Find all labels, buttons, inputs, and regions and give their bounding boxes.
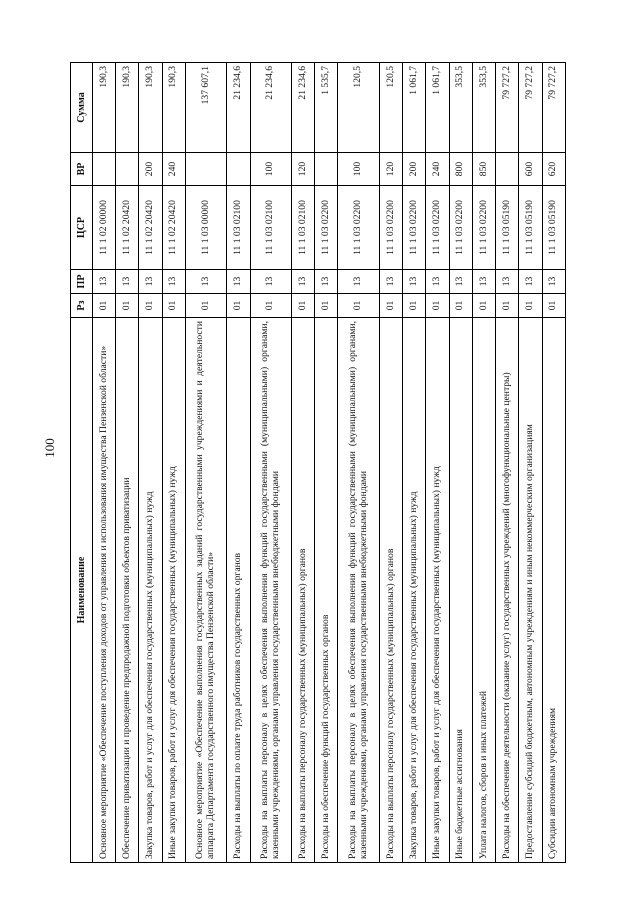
cell-vr: 200 (139, 153, 162, 186)
table-row (116, 63, 139, 863)
cell-sum: 79 727,2 (542, 63, 566, 153)
table-row (496, 63, 519, 863)
cell-name: Основное мероприятие «Обеспечение выполнения государственных заданий государственными учреждениями и деятельности аппарата Департамента государственного имущества Пензенской области» (185, 318, 226, 863)
cell-name: Расходы на выплаты персоналу государственных (муниципальных) органов (291, 318, 314, 863)
table-row (472, 63, 495, 863)
cell-csr: 11 1 03 02200 (315, 186, 338, 270)
cell-sum: 120,5 (338, 63, 379, 153)
cell-rz: 01 (291, 294, 314, 318)
table-row (139, 63, 162, 863)
cell-rz: 01 (426, 294, 449, 318)
table-row (542, 63, 566, 863)
cell-csr: 11 1 03 02200 (449, 186, 472, 270)
cell-vr: 200 (403, 153, 426, 186)
header-name: Наименование (71, 318, 93, 863)
cell-csr: 11 1 03 05190 (542, 186, 566, 270)
cell-pr: 13 (315, 270, 338, 294)
cell-name: Обеспечение приватизации и проведение предпродажной подготовки объектов приватизации (116, 318, 139, 863)
cell-pr: 13 (291, 270, 314, 294)
cell-pr: 13 (338, 270, 379, 294)
cell-rz: 01 (472, 294, 495, 318)
cell-csr: 11 1 03 05190 (496, 186, 519, 270)
cell-name: Расходы на выплаты персоналу в целях обеспечения выполнения функций государственными (муниципальными) органами, казенными учреждениями, органами управления государственными внебюджетными фондами (250, 318, 291, 863)
cell-rz: 01 (379, 294, 402, 318)
cell-vr: 100 (250, 153, 291, 186)
cell-csr: 11 1 03 02200 (338, 186, 379, 270)
cell-vr (315, 153, 338, 186)
cell-sum: 21 234,6 (227, 63, 250, 153)
rotated-table-container (70, 63, 566, 863)
cell-name: Закупка товаров, работ и услуг для обеспечения государственных (муниципальных) нужд (403, 318, 426, 863)
cell-vr: 240 (426, 153, 449, 186)
table-row (162, 63, 185, 863)
cell-vr: 120 (379, 153, 402, 186)
cell-csr: 11 1 03 02200 (403, 186, 426, 270)
table-row (315, 63, 338, 863)
cell-rz: 01 (315, 294, 338, 318)
cell-vr: 600 (519, 153, 542, 186)
cell-name: Иные закупки товаров, работ и услуг для обеспечения государственных (муниципальных) нужд (426, 318, 449, 863)
cell-vr: 120 (291, 153, 314, 186)
cell-vr (496, 153, 519, 186)
cell-name: Расходы на обеспечение деятельности (оказание услуг) государственных учреждений (многофункциональные центры) (496, 318, 519, 863)
table-row (403, 63, 426, 863)
cell-name: Иные закупки товаров, работ и услуг для обеспечения государственных (муниципальных) нужд (162, 318, 185, 863)
cell-rz: 01 (162, 294, 185, 318)
cell-pr: 13 (496, 270, 519, 294)
cell-name: Расходы на обеспечение функций государственных органов (315, 318, 338, 863)
cell-sum: 190,3 (162, 63, 185, 153)
table-header-row (71, 63, 93, 863)
cell-vr: 240 (162, 153, 185, 186)
table-row (227, 63, 250, 863)
cell-csr: 11 1 02 20420 (162, 186, 185, 270)
header-rz: Рз (71, 294, 93, 318)
table-row (185, 63, 226, 863)
cell-pr: 13 (116, 270, 139, 294)
cell-pr: 13 (519, 270, 542, 294)
cell-sum: 120,5 (379, 63, 402, 153)
cell-pr: 13 (542, 270, 566, 294)
cell-pr: 13 (379, 270, 402, 294)
cell-sum: 190,3 (93, 63, 116, 153)
cell-csr: 11 1 03 02200 (426, 186, 449, 270)
cell-vr (227, 153, 250, 186)
cell-csr: 11 1 03 02200 (379, 186, 402, 270)
cell-rz: 01 (227, 294, 250, 318)
header-csr: ЦСР (71, 186, 93, 270)
header-vr: ВР (71, 153, 93, 186)
cell-sum: 353,5 (449, 63, 472, 153)
cell-sum: 21 234,6 (250, 63, 291, 153)
cell-pr: 13 (185, 270, 226, 294)
cell-name: Расходы на выплаты по оплате труда работников государственных органов (227, 318, 250, 863)
cell-sum: 190,3 (139, 63, 162, 153)
cell-rz: 01 (116, 294, 139, 318)
cell-name: Основное мероприятие «Обеспечение поступления доходов от управления и использования имущества Пензенской области» (93, 318, 116, 863)
cell-name: Предоставление субсидий бюджетным, автономным учреждениям и иным некоммерческим организациям (519, 318, 542, 863)
table-row (519, 63, 542, 863)
cell-pr: 13 (426, 270, 449, 294)
cell-pr: 13 (250, 270, 291, 294)
cell-name: Расходы на выплаты персоналу в целях обеспечения выполнения функций государственными (муниципальными) органами, казенными учреждениями, органами управления государственными внебюджетными фондами (338, 318, 379, 863)
page-number: 100 (42, 438, 57, 458)
header-sum: Сумма (71, 63, 93, 153)
cell-sum: 21 234,6 (291, 63, 314, 153)
table-row (379, 63, 402, 863)
budget-table (70, 62, 566, 863)
cell-rz: 01 (542, 294, 566, 318)
cell-csr: 11 1 03 02100 (291, 186, 314, 270)
cell-sum: 79 727,2 (496, 63, 519, 153)
cell-csr: 11 1 03 00000 (185, 186, 226, 270)
cell-vr: 850 (472, 153, 495, 186)
cell-vr: 800 (449, 153, 472, 186)
cell-csr: 11 1 02 00000 (93, 186, 116, 270)
cell-csr: 11 1 02 20420 (116, 186, 139, 270)
cell-rz: 01 (496, 294, 519, 318)
table-row (426, 63, 449, 863)
cell-rz: 01 (449, 294, 472, 318)
cell-rz: 01 (519, 294, 542, 318)
cell-name: Иные бюджетные ассигнования (449, 318, 472, 863)
cell-vr (185, 153, 226, 186)
cell-csr: 11 1 03 02100 (227, 186, 250, 270)
cell-csr: 11 1 03 02100 (250, 186, 291, 270)
cell-sum: 353,5 (472, 63, 495, 153)
cell-name: Закупка товаров, работ и услуг для обеспечения государственных (муниципальных) нужд (139, 318, 162, 863)
cell-pr: 13 (139, 270, 162, 294)
cell-pr: 13 (93, 270, 116, 294)
cell-rz: 01 (185, 294, 226, 318)
cell-sum: 137 607,1 (185, 63, 226, 153)
cell-vr: 100 (338, 153, 379, 186)
cell-name: Субсидии автономным учреждениям (542, 318, 566, 863)
table-row (93, 63, 116, 863)
cell-pr: 13 (162, 270, 185, 294)
cell-vr: 620 (542, 153, 566, 186)
cell-sum: 1 061,7 (403, 63, 426, 153)
cell-csr: 11 1 02 20420 (139, 186, 162, 270)
header-pr: ПР (71, 270, 93, 294)
cell-rz: 01 (139, 294, 162, 318)
table-row (250, 63, 291, 863)
cell-pr: 13 (472, 270, 495, 294)
cell-sum: 79 727,2 (519, 63, 542, 153)
cell-sum: 1 061,7 (426, 63, 449, 153)
cell-csr: 11 1 03 05190 (519, 186, 542, 270)
cell-sum: 190,3 (116, 63, 139, 153)
cell-csr: 11 1 03 02200 (472, 186, 495, 270)
table-row (338, 63, 379, 863)
cell-pr: 13 (227, 270, 250, 294)
table-row (449, 63, 472, 863)
cell-rz: 01 (93, 294, 116, 318)
cell-rz: 01 (250, 294, 291, 318)
table-row (291, 63, 314, 863)
cell-rz: 01 (403, 294, 426, 318)
cell-vr (93, 153, 116, 186)
cell-pr: 13 (449, 270, 472, 294)
cell-name: Расходы на выплаты персоналу государственных (муниципальных) органов (379, 318, 402, 863)
cell-sum: 1 535,7 (315, 63, 338, 153)
cell-rz: 01 (338, 294, 379, 318)
cell-pr: 13 (403, 270, 426, 294)
cell-vr (116, 153, 139, 186)
cell-name: Уплата налогов, сборов и иных платежей (472, 318, 495, 863)
